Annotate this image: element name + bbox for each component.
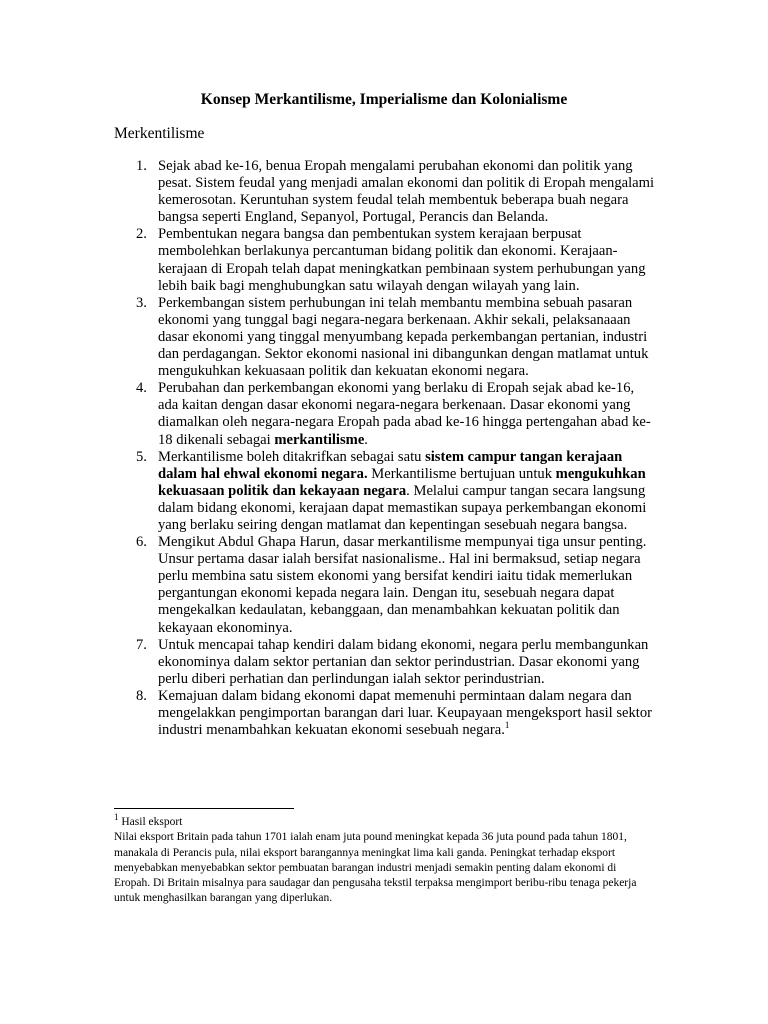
footnote-marker: 1 [114, 812, 119, 823]
list-item [114, 637, 656, 688]
bold-term: sistem campur tangan kerajaan dalam hal ehwal ekonomi negara. [158, 448, 623, 482]
list-item [114, 688, 656, 739]
bold-term: merkantilisme [274, 431, 365, 448]
list-item-text: Perkembangan sistem perhubungan ini telah membantu membina sebuah pasaran ekonomi yang tunggal bagi negara-negara berkenaan. Akhir sekali, pelaksanaaan dasar ekonomi yang tinggal menyumbang kepada perkembangan pertanian, industri dan perdagangan. Sektor ekonomi nasional ini dibangunkan dengan matlamat untuk mengukuhkan kekuasaan politik dan kekuatan ekonomi negara. [158, 294, 649, 380]
footnote-heading-text: Hasil eksport [118, 816, 183, 828]
list-item [114, 295, 656, 380]
footnote-body: Nilai eksport Britain pada tahun 1701 ialah enam juta pound meningkat kepada 36 juta pound pada tahun 1801, manakala di Perancis pula, nilai eksport barangannya meningkat lima kali ganda. Peningkat terhadap eksport menyebabkan menyebabkan sektor pembuatan barangan industri menjadi semakin penting dalam ekonomi di Eropah. Di Britain misalnya para saudagar dan pengusaha tekstil terpaksa mengimport beribu-ribu tenaga pekerja untuk menghasilkan barangan yang diperlukan. [114, 831, 637, 905]
footnote-separator [114, 808, 294, 809]
list-number: 6. [136, 534, 147, 551]
list-item-text: Merkantilisme boleh ditakrifkan sebagai satu [158, 448, 426, 465]
list-item [114, 380, 656, 448]
list-item-text: . [364, 431, 368, 448]
list-number: 5. [136, 448, 147, 465]
list-number: 1. [136, 158, 147, 174]
list-number: 2. [136, 226, 147, 243]
list-number: 7. [136, 636, 147, 653]
list-item [114, 226, 656, 294]
list-item-text: Mengikut Abdul Ghapa Harun, dasar merkantilisme mempunyai tiga unsur penting. Unsur pertama dasar ialah bersifat nasionalisme.. Hal ini bermaksud, setiap negara perlu membina satu sistem ekonomi yang bersifat kendiri iaitu tidak memerlukan pergantungan ekonomi kepada negara lain. Dengan itu, sesebuah negara dapat mengekalkan kedaulatan, kebanggaan, dan menambahkan kekuatan politik dan kekayaan ekonominya. [158, 534, 647, 636]
list-item-text: Sejak abad ke-16, benua Eropah mengalami perubahan ekonomi dan politik yang pesat. Sistem feudal yang menjadi amalan ekonomi dan politik di Eropah mengalami kemerosotan. Keruntuhan system feudal telah membentuk beberapa buah negara bangsa seperti England, Sepanyol, Portugal, Perancis dan Belanda. [158, 158, 655, 226]
footnote-reference[interactable]: 1 [504, 720, 510, 731]
list-number: 8. [136, 687, 147, 704]
list-item-text: Merkantilisme bertujuan untuk [367, 465, 556, 482]
list-item-text: Perubahan dan perkembangan ekonomi yang berlaku di Eropah sejak abad ke-16, ada kaitan dengan dasar ekonomi negara-negara berkenaan. Dasar ekonomi yang diamalkan oleh negara-negara Eropah pada abad ke-16 hingga pertengahan abad ke-18 dikenali sebagai [158, 380, 651, 448]
list-item [114, 534, 656, 637]
list-item [114, 158, 656, 226]
footnote-heading [114, 812, 654, 830]
numbered-list [114, 158, 656, 739]
bold-term: mengukuhkan kekuasaan politik dan kekayaan negara [158, 465, 646, 499]
list-number: 4. [136, 380, 147, 397]
section-heading: Merkentilisme [114, 125, 205, 142]
list-item [114, 449, 656, 534]
list-item-text: Untuk mencapai tahap kendiri dalam bidang ekonomi, negara perlu membangunkan ekonominya dalam sektor pertanian dan sektor perindustrian. Dasar ekonomi yang perlu diberi perhatian dan perlindungan ialah sektor perindustrian. [158, 636, 649, 687]
list-number: 3. [136, 294, 147, 311]
list-item-text: Kemajuan dalam bidang ekonomi dapat memenuhi permintaan dalam negara dan mengelakkan pengimportan barangan dari luar. Keupayaan mengeksport hasil sektor industri menambahkan kekuatan ekonomi sesebuah negara. [158, 687, 652, 739]
list-item-text: Pembentukan negara bangsa dan pembentukan system kerajaan berpusat membolehkan berlakunya percantuman bidang politik dan ekonomi. Kerajaan-kerajaan di Eropah telah dapat meningkatkan pembinaan system perhubungan yang lebih baik bagi menghubungkan satu wilayah dengan wilayah yang lain. [158, 226, 646, 294]
footnote [114, 812, 654, 907]
list-item-text: . Melalui campur tangan secara langsung dalam bidang ekonomi, kerajaan dapat memastikan supaya perkembangan ekonomi yang berlaku seiring dengan matlamat dan kepentingan sesebuah negara bangsa. [158, 482, 647, 533]
document-title: Konsep Merkantilisme, Imperialisme dan Kolonialisme [200, 91, 568, 108]
